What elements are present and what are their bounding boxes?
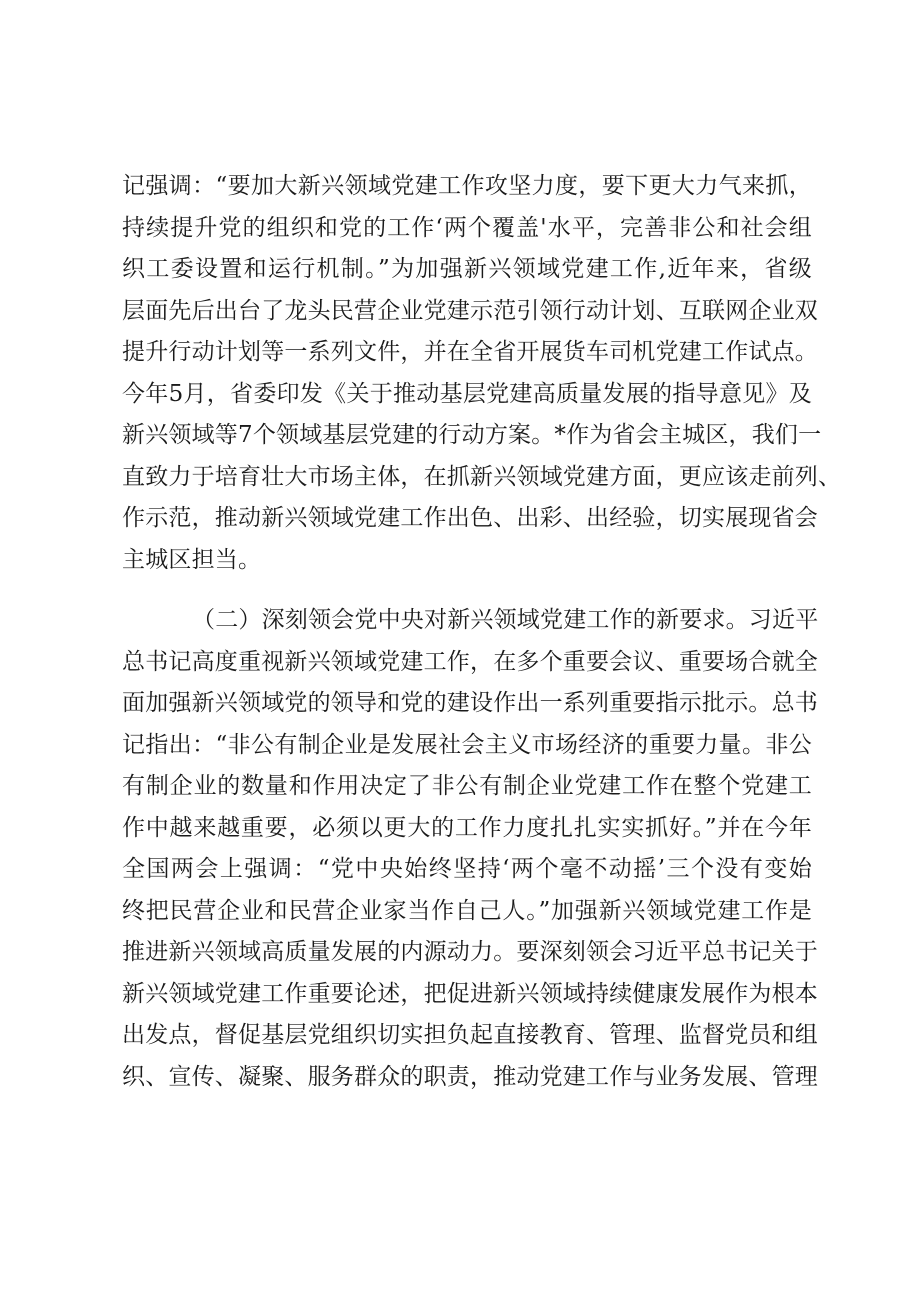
text-line: 织工委设置和运行机制。”为加强新兴领域党建工作,近年来，省级 (122, 256, 812, 282)
text-line: 层面先后出台了龙头民营企业党建示范引领行动计划、互联网企业双 (122, 297, 818, 324)
text-line: 有制企业的数量和作用决定了非公有制企业党建工作在整个党建工 (122, 773, 812, 799)
text-line: 面加强新兴领域党的领导和党的建设作出一系列重要指示批示。总书 (122, 690, 818, 716)
text-line: 今年5月，省委印发《关于推动基层党建高质量发展的指导意见》及 (122, 380, 812, 407)
text-line: 终把民营企业和民营企业家当作自己人。”加强新兴领域党建工作是 (122, 897, 812, 924)
text-line: 出发点，督促基层党组织切实担负起直接教育、管理、监督党员和组 (122, 1022, 818, 1048)
text-line: 持续提升党的组织和党的工作‘两个覆盖'水平，完善非公和社会组 (122, 214, 812, 241)
text-line: 直致力于培育壮大市场主体，在抓新兴领域党建方面，更应该走前列、 (122, 463, 842, 490)
text-line: 全国两会上强调：“党中央始终坚持‘两个毫不动摇’三个没有变始 (122, 856, 812, 882)
text-line: 主城区担当。 (122, 546, 262, 573)
text-line: 新兴领域党建工作重要论述，把促进新兴领域持续健康发展作为根本 (122, 980, 818, 1007)
paragraph-2 (122, 600, 819, 1098)
paragraph-1 (122, 166, 842, 581)
text-line: 作中越来越重要，必须以更大的工作力度扎扎实实抓好。”并在今年 (122, 814, 812, 841)
text-line: （二）深刻领会党中央对新兴领域党建工作的新要求。习近平 (192, 607, 819, 633)
text-line: 作示范，推动新兴领域党建工作出色、出彩、出经验，切实展现省会 (122, 505, 818, 531)
text-line: 总书记高度重视新兴领域党建工作，在多个重要会议、重要场合就全 (122, 648, 818, 675)
text-line: 织、宣传、凝聚、服务群众的职责，推动党建工作与业务发展、管理 (122, 1063, 818, 1090)
text-line: 记强调：“要加大新兴领域党建工作攻坚力度，要下更大力气来抓， (122, 173, 812, 199)
text-line: 提升行动计划等一系列文件，并在全省开展货车司机党建工作试点。 (122, 339, 818, 365)
text-line: 新兴领域等7个领域基层党建的行动方案。*作为省会主城区，我们一 (122, 422, 822, 448)
text-line: 推进新兴领域高质量发展的内源动力。要深刻领会习近平总书记关于 (122, 939, 818, 965)
text-line: 记指出：“非公有制企业是发展社会主义市场经济的重要力量。非公 (122, 731, 812, 758)
